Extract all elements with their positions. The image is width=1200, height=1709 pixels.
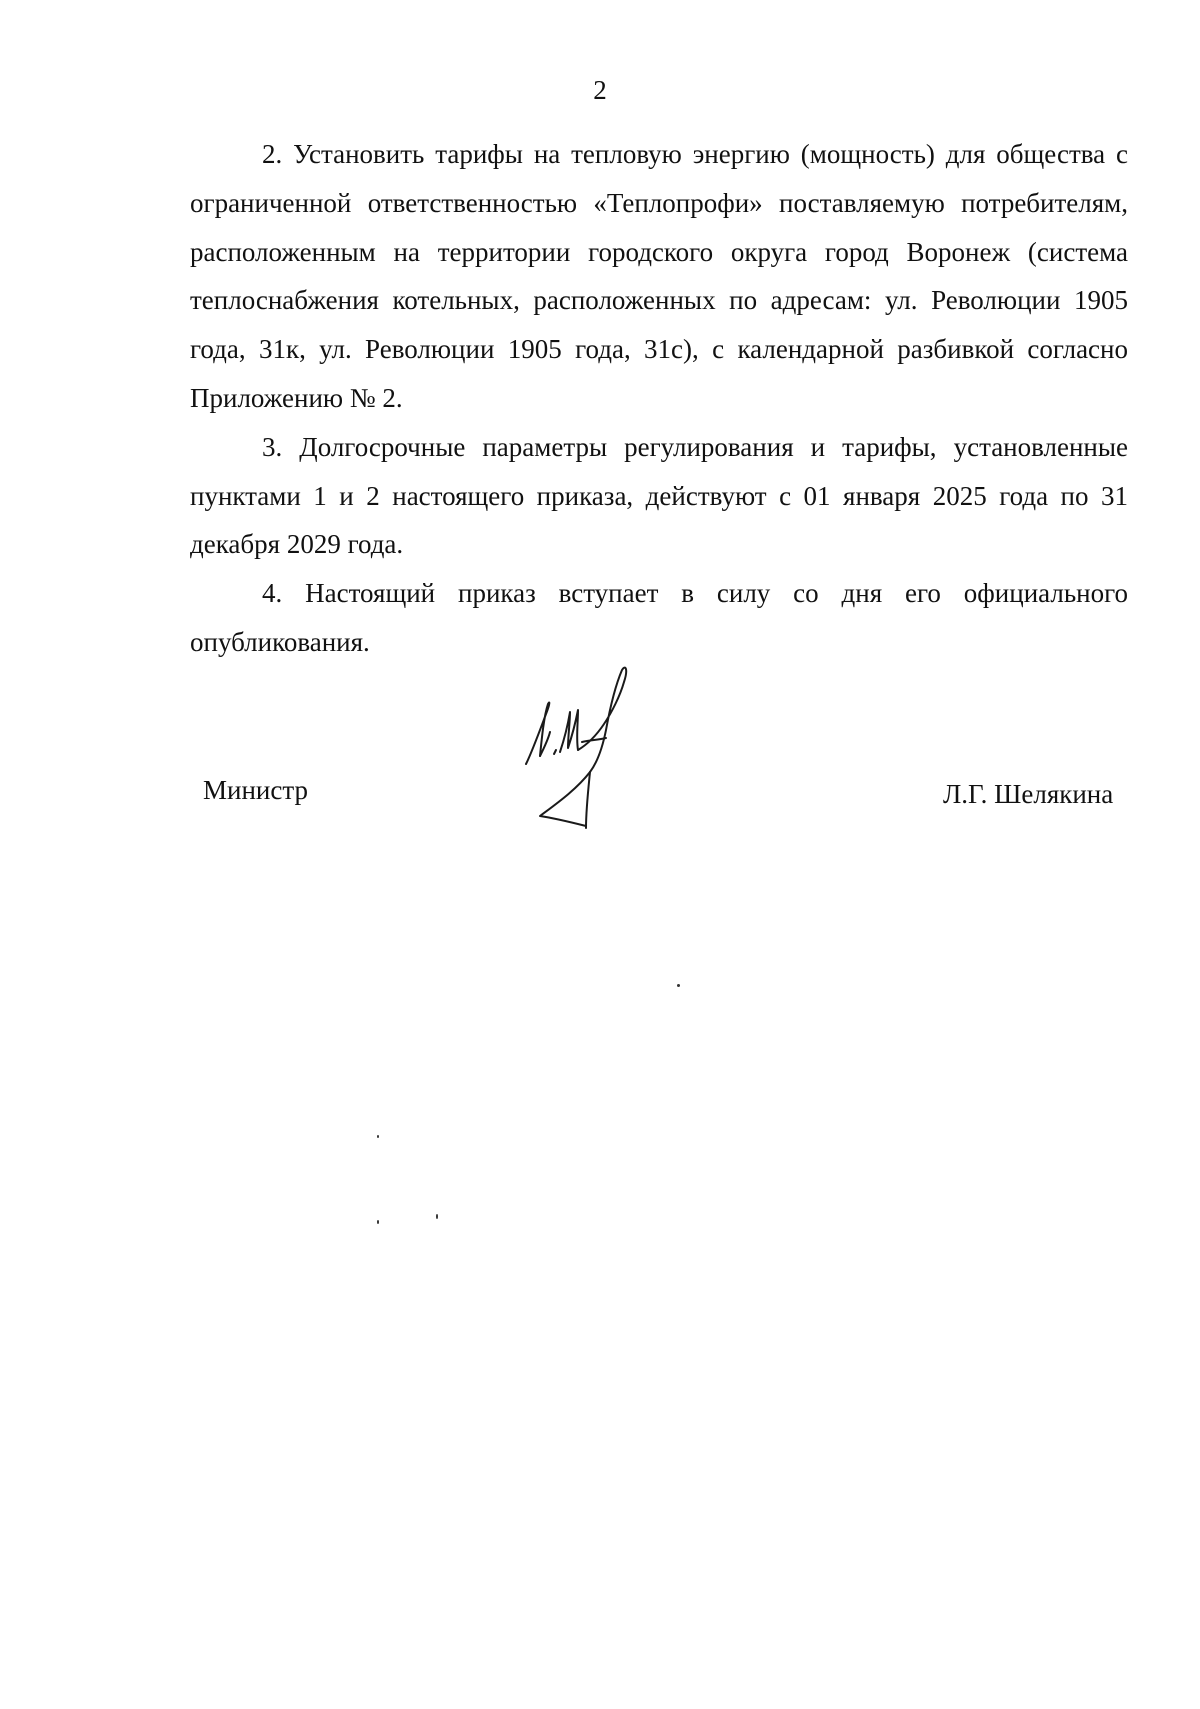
signer-position: Министр	[203, 775, 308, 805]
handwritten-signature	[520, 660, 680, 860]
document-body	[190, 130, 1128, 667]
paragraph-4: 4. Настоящий приказ вступает в силу со дня его официального опубликования.	[190, 578, 1128, 657]
scan-speck	[677, 984, 680, 987]
scan-speck	[436, 1214, 438, 1219]
page-number: 2	[593, 75, 607, 105]
signature-block	[0, 660, 1200, 870]
paragraph-2: 2. Установить тарифы на тепловую энергию (мощность) для общества с ограниченной ответственностью «Теплопрофи» поставляемую потребителям, расположенным на территории городского округа город Воронеж (система теплоснабжения котельных, расположенных по адресам: ул. Революции 1905 года, 31к, ул. Революции 1905 года, 31с), с календарной разбивкой согласно Приложению № 2.	[190, 139, 1128, 413]
paragraph-3: 3. Долгосрочные параметры регулирования и тарифы, установленные пунктами 1 и 2 настоящего приказа, действуют с 01 января 2025 года по 31 декабря 2029 года.	[190, 431, 1128, 560]
scan-speck	[377, 1220, 379, 1224]
scan-speck	[377, 1135, 379, 1138]
signer-name: Л.Г. Шелякина	[943, 779, 1114, 809]
